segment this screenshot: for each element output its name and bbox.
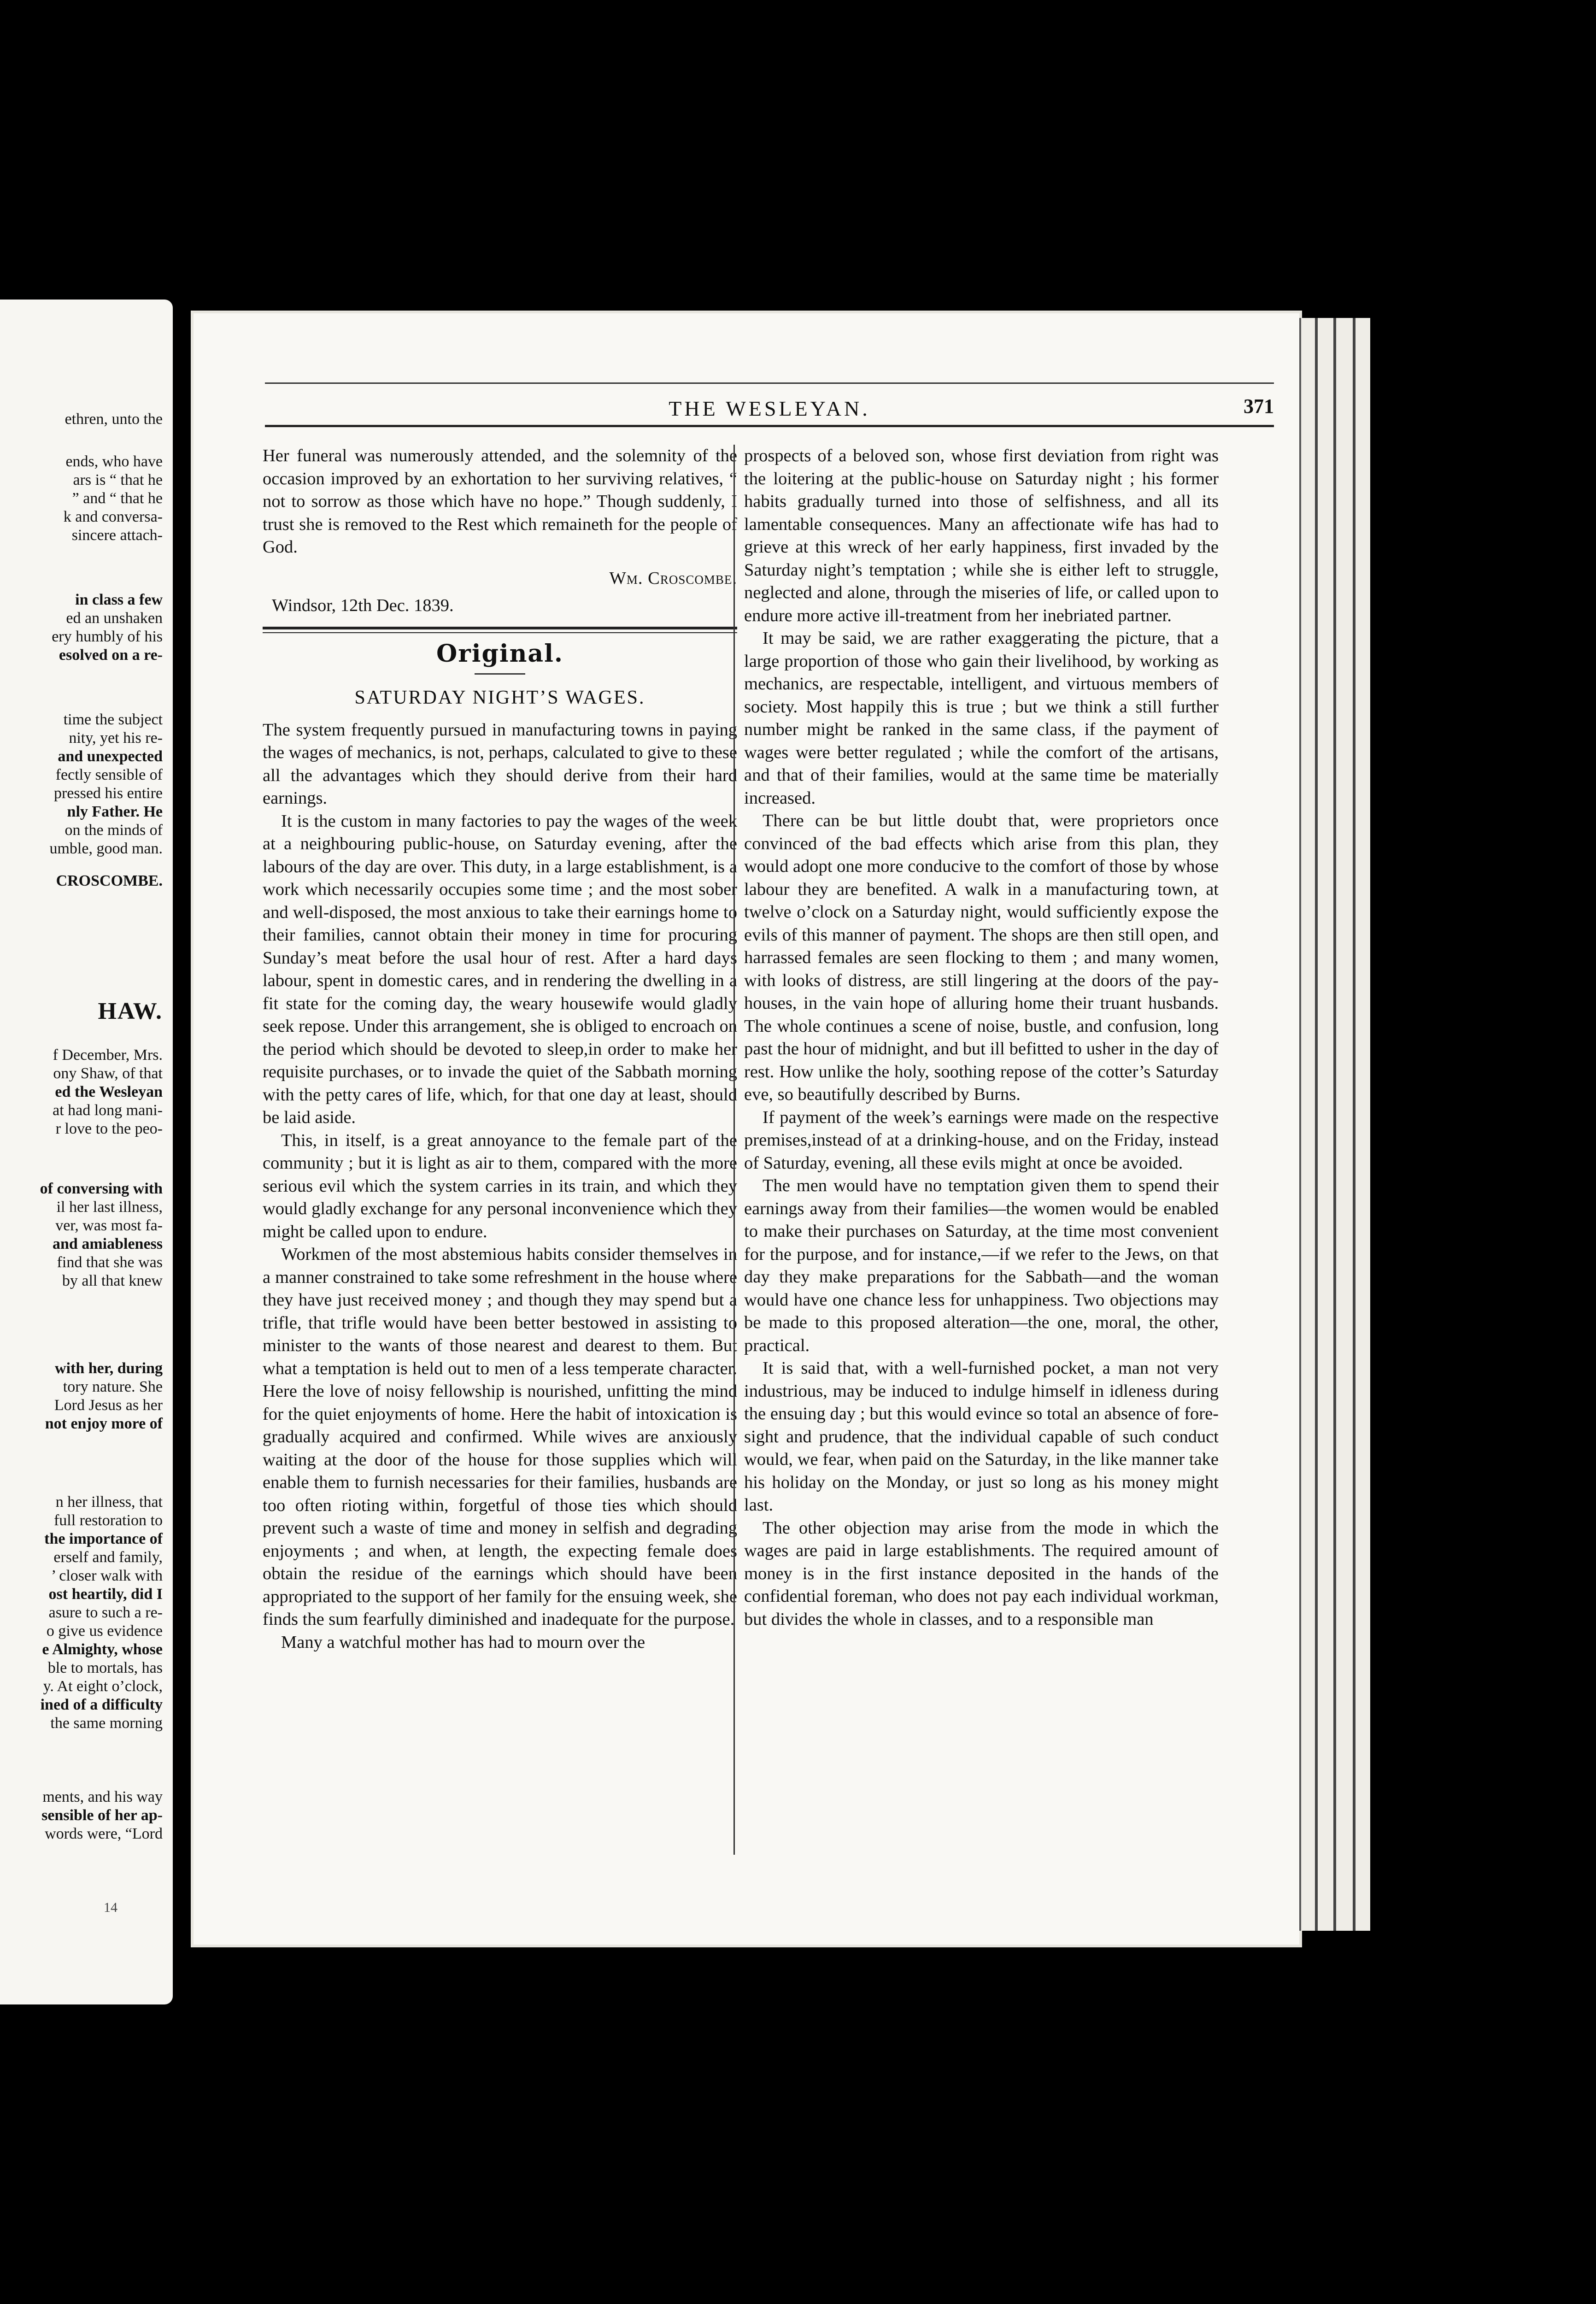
facing-page-line: r love to the peo- bbox=[55, 1120, 163, 1137]
facing-page-line: and amiableness bbox=[53, 1235, 163, 1252]
facing-page-line: sensible of her ap- bbox=[41, 1807, 163, 1824]
facing-page-line: e Almighty, whose bbox=[42, 1641, 163, 1658]
facing-page-line: words were, “Lord bbox=[45, 1825, 163, 1842]
facing-page-fragment bbox=[0, 300, 173, 2004]
facing-page-line: nity, yet his re- bbox=[69, 729, 163, 746]
facing-page-line: ed an unshaken bbox=[66, 610, 163, 627]
facing-page-line: not enjoy more of bbox=[45, 1415, 163, 1432]
facing-page-line: ery humbly of his bbox=[52, 628, 163, 645]
facing-page-line: ” and “ that he bbox=[72, 490, 163, 507]
column-divider bbox=[733, 445, 735, 1855]
column-left bbox=[263, 445, 737, 1654]
article-paragraph-5: Many a watchful mother has had to mourn over the bbox=[281, 1632, 645, 1652]
facing-page-heading: HAW. bbox=[98, 998, 163, 1024]
facing-page-line: asure to such a re- bbox=[48, 1604, 163, 1621]
article-paragraph-6: prospects of a beloved son, whose first deviation from right was the loitering at the public-house on Saturday night ; his former habits gradually turned into those of selfishness, and all its lamentable consequences. Many an affectionate wife has had to grieve at this wreck of her early happiness, first invaded by the Saturday night’s temptation ; while she is either left to struggle, neglected and alone, through the miseries of life, or called upon to endure more active ill-treatment from her inebriated partner. bbox=[744, 446, 1219, 625]
facing-page-line: find that she was bbox=[57, 1254, 163, 1271]
header-bottom-rule bbox=[265, 425, 1274, 427]
facing-page-line: n her illness, that bbox=[55, 1493, 163, 1511]
obituary-conclusion: Her funeral was numerously attended, and the solemnity of the occasion improved by an exhortation to her surviving relatives, “ not to sorrow as those which have no hope.” Though suddenly, I trust she is removed to the Rest which remaineth for the people of God. bbox=[263, 446, 737, 557]
facing-page-line: f December, Mrs. bbox=[53, 1046, 163, 1064]
facing-page-line: tory nature. She bbox=[63, 1378, 163, 1395]
facing-page-line: ed the Wesleyan bbox=[55, 1083, 163, 1100]
newspaper-page bbox=[194, 313, 1299, 1945]
facing-page-line: the importance of bbox=[44, 1530, 163, 1547]
facing-page-line: o give us evidence bbox=[46, 1622, 163, 1640]
facing-page-line: ost heartily, did I bbox=[48, 1586, 163, 1603]
running-header bbox=[265, 396, 1274, 433]
obituary-dateline: Windsor, 12th Dec. 1839. bbox=[272, 596, 454, 615]
facing-page-line: ined of a difficulty bbox=[40, 1696, 163, 1713]
obituary-signature: Wm. Croscombe. bbox=[609, 568, 737, 588]
facing-page-line: pressed his entire bbox=[53, 785, 163, 802]
facing-page-line: with her, during bbox=[55, 1360, 163, 1377]
facing-page-line: ble to mortals, has bbox=[47, 1659, 163, 1676]
facing-page-line: ments, and his way bbox=[42, 1788, 163, 1805]
facing-page-line: in class a few bbox=[75, 591, 163, 608]
facing-page-line: ethren, unto the bbox=[65, 411, 163, 428]
section-heading: Original. bbox=[436, 639, 563, 668]
article-paragraph-1: The system frequently pursued in manufacturing towns in paying the wages of mechanics, is not, perhaps, calculated to give to these all the advantages which they should derive from their hard earnings. bbox=[263, 720, 737, 808]
facing-page-line: by all that knew bbox=[62, 1272, 163, 1289]
article-paragraph-4: Workmen of the most abstemious habits consider themselves in a manner constrained to take some refreshment in the house where they have just received money ; and though they may spend but a trifle, that trifle would have been better bestowed in assisting to minister to the wants of those nearest and dearest to them. But what a temptation is held out to men of a less temperate character. Here the love of noisy fellowship is nourished, unfitting the mind for the quiet enjoyments of home. Here the habit of intoxication is gradually acquired and confirmed. While wives are anxiously waiting at the door of the house for those supplies which will enable them to furnish necessaries for their families, husbands are too often rioting within, forgetful of those ties which should prevent such a waste of time and money in selfish and degrading enjoyments ; and when, at length, the expecting female does obtain the residue of the earnings which should have been appropriated to the support of her family for the ensuing week, she finds the sum fearfully diminished and inadequate for the purpose. bbox=[263, 1245, 737, 1629]
article-paragraph-7: It may be said, we are rather exaggerating the picture, that a large proportion of those who gain their livelihood, by working as mechanics, are respectable, intelligent, and virtuous members of society. Most happily this is true ; but we think a still further number might be ranked in the same class, if the payment of wages were better regulated ; while the comfort of the artisans, and that of their families, would at the same time be materially increased. bbox=[744, 629, 1219, 808]
facing-page-line: full restoration to bbox=[53, 1512, 163, 1529]
publication-title: THE WESLEYAN. bbox=[669, 397, 870, 420]
facing-page-line: umble, good man. bbox=[49, 840, 163, 857]
facing-page-number: 14 bbox=[104, 1900, 117, 1915]
page-edge-binding bbox=[1299, 318, 1370, 1931]
facing-page-line: Lord Jesus as her bbox=[54, 1397, 163, 1414]
section-divider-rule bbox=[263, 627, 737, 633]
facing-page-line: ver, was most fa- bbox=[55, 1217, 163, 1234]
facing-page-line: ’ closer walk with bbox=[51, 1567, 163, 1584]
article-paragraph-8: There can be but little doubt that, were proprietors once convinced of the bad effects which arise from this plan, they would adopt one more conducive to the comfort of those by whose labour they are benefited. A walk in a manufacturing town, at twelve o’clock on a Saturday night, would sufficiently expose the evils of this manner of payment. The shops are then still open, and harrassed females are seen flocking to them ; and many women, with looks of distress, are still lingering at the doors of the pay-houses, in the vain hope of alluring home their truant husbands. The whole continues a scene of noise, bustle, and confusion, long past the hour of midnight, and but ill befitted to usher in the day of rest. How unlike the holy, soothing repose of the cotter’s Saturday eve, so beautifully described by Burns. bbox=[744, 811, 1219, 1104]
facing-page-line: and unexpected bbox=[58, 748, 163, 765]
facing-page-line: sincere attach- bbox=[71, 527, 163, 544]
facing-page-line: il her last illness, bbox=[56, 1199, 163, 1216]
article-paragraph-12: The other objection may arise from the mode in which the wages are paid in large establishments. The required amount of money is in the first instance deposited in the hands of the confidential foreman, who does not pay each individual workman, but divides the whole in classes, and to a responsible man bbox=[744, 1518, 1219, 1629]
facing-page-line: erself and family, bbox=[53, 1549, 163, 1566]
facing-page-line: ends, who have bbox=[65, 453, 163, 470]
facing-page-line: fectly sensible of bbox=[55, 766, 163, 783]
short-divider-rule bbox=[475, 673, 525, 675]
header-top-rule bbox=[265, 382, 1274, 384]
facing-page-line: ars is “ that he bbox=[73, 471, 163, 488]
article-paragraph-9: If payment of the week’s earnings were made on the respective premises,instead of at a drinking-house, and on the Friday, instead of Saturday, evening, all these evils might at once be avoided. bbox=[744, 1107, 1219, 1173]
facing-page-line: of conversing with bbox=[40, 1180, 163, 1197]
facing-page-line: k and conversa- bbox=[63, 508, 163, 525]
facing-page-line: the same morning bbox=[50, 1715, 163, 1732]
column-right bbox=[744, 445, 1219, 1631]
article-paragraph-11: It is said that, with a well-furnished pocket, a man not very industrious, may be induced to indulge himself in idleness during the ensuing day ; but this would evince so total an absence of fore-sight and prudence, that the individual capable of such conduct would, we fear, when paid on the Saturday, in the like manner take his holiday on the Monday, or just so long as his money might last. bbox=[744, 1358, 1219, 1515]
article-title: SATURDAY NIGHT’S WAGES. bbox=[354, 687, 645, 708]
facing-page-line: esolved on a re- bbox=[59, 647, 163, 664]
facing-page-line: ony Shaw, of that bbox=[53, 1065, 163, 1082]
article-paragraph-10: The men would have no temptation given them to spend their earnings away from their families—the women would be enabled to make their purchases on Saturday, at the time most convenient for the purpose, and for instance,—if we refer to the Jews, on that day they make preparations for the Sabbath—and the woman would have one chance less for unhappiness. Two objections may be made to this proposed alteration—the one, moral, the other, practical. bbox=[744, 1176, 1219, 1355]
facing-page-line: y. At eight o’clock, bbox=[43, 1678, 163, 1695]
facing-page-line: on the minds of bbox=[65, 822, 163, 839]
page-number: 371 bbox=[1244, 395, 1274, 417]
facing-page-line: CROSCOMBE. bbox=[56, 872, 163, 889]
facing-page-line: nly Father. He bbox=[67, 803, 163, 820]
facing-page-line: at had long mani- bbox=[53, 1102, 163, 1119]
facing-page-line: time the subject bbox=[63, 711, 163, 728]
article-paragraph-3: This, in itself, is a great annoyance to the female part of the community ; but it is light as air to them, compared with the more serious evil which the system carries in its train, and which they would gladly exchange for any personal inconvenience which they might be called upon to endure. bbox=[263, 1130, 737, 1241]
article-paragraph-2: It is the custom in many factories to pay the wages of the week at a neighbouring public-house, on Saturday evening, after the labours of the day are over. This duty, in a large establishment, is a work which necessarily occupies some time ; and the most sober and well-disposed, the most anxious to take their earnings home to their families, cannot obtain their money in time for procuring Sunday’s meat before the usal hour of rest. After a hard days labour, spent in domestic cares, and in rendering the dwelling in a fit state for the coming day, the weary housewife would gladly seek repose. Under this arrangement, she is obliged to encroach on the period which should be devoted to sleep,in order to make her requisite purchases, or to invade the quiet of the Sabbath morning with the petty cares of life, which, for that one day at least, should be laid aside. bbox=[263, 811, 737, 1127]
